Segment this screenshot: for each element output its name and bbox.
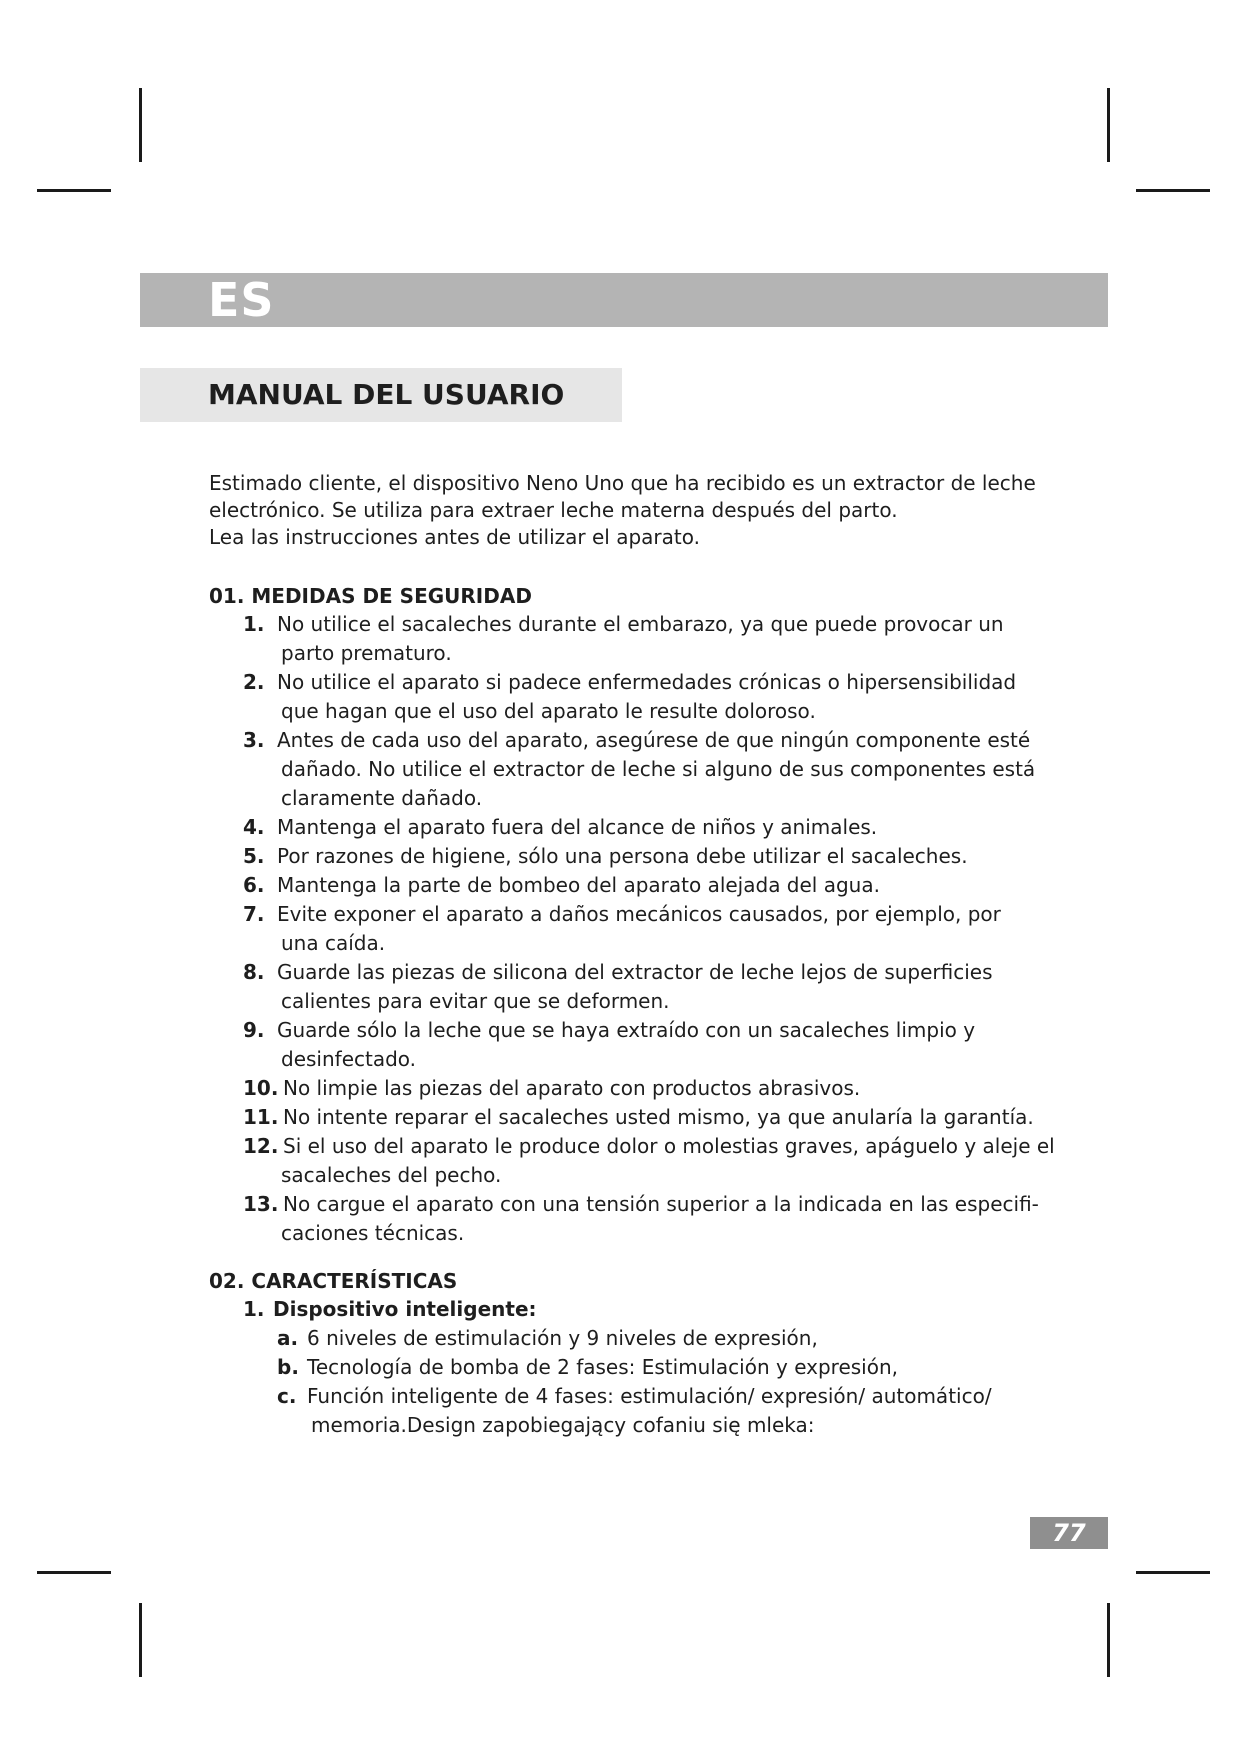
sub-item: [209, 1324, 1069, 1353]
list-item: [209, 900, 1069, 958]
crop-mark-bottom-left-v: [139, 1603, 142, 1677]
item-number: 7.: [243, 902, 265, 926]
item-text-cont: dañado. No utilice el extractor de leche si alguno de sus componentes está: [281, 757, 1036, 781]
intro-line: Estimado cliente, el dispositivo Neno Uno que ha recibido es un extractor de leche: [209, 471, 1036, 495]
item-text: No utilice el sacaleches durante el embarazo, ya que puede provocar un: [277, 612, 1004, 636]
list-item: [209, 726, 1069, 813]
crop-mark-top-left-v: [139, 88, 142, 162]
item-text-cont: sacaleches del pecho.: [281, 1163, 502, 1187]
list-item: [209, 1103, 1069, 1132]
item-number: 12.: [243, 1134, 279, 1158]
intro-paragraph: [209, 470, 1069, 551]
item-number: 5.: [243, 844, 265, 868]
item-text: No limpie las piezas del aparato con productos abrasivos.: [283, 1076, 861, 1100]
item-number: 13.: [243, 1192, 279, 1216]
item-number: 11.: [243, 1105, 279, 1129]
list-item: [209, 1190, 1069, 1248]
item-text: Guarde sólo la leche que se haya extraído con un sacaleches limpio y: [277, 1018, 976, 1042]
feature-number: 1.: [243, 1297, 265, 1321]
item-number: 9.: [243, 1018, 265, 1042]
page-number: 77: [1030, 1517, 1108, 1549]
item-number: 8.: [243, 960, 265, 984]
item-number: 6.: [243, 873, 265, 897]
intro-line: Lea las instrucciones antes de utilizar el aparato.: [209, 525, 700, 549]
item-text: Antes de cada uso del aparato, asegúrese de que ningún componente esté: [277, 728, 1031, 752]
sub-item-text-cont: memoria.Design zapobiegający cofaniu się mleka:: [311, 1413, 815, 1437]
list-item: [209, 871, 1069, 900]
item-text-cont: parto prematuro.: [281, 641, 452, 665]
sub-item: [209, 1353, 1069, 1382]
item-text: No cargue el aparato con una tensión superior a la indicada en las especifi-: [283, 1192, 1039, 1216]
item-number: 10.: [243, 1076, 279, 1100]
item-text: Guarde las piezas de silicona del extractor de leche lejos de superficies: [277, 960, 993, 984]
crop-mark-bottom-right-h: [1136, 1571, 1210, 1574]
crop-mark-bottom-left-h: [37, 1571, 111, 1574]
list-item: [209, 610, 1069, 668]
sub-item-letter: a.: [277, 1326, 299, 1350]
item-text: Mantenga la parte de bombeo del aparato alejada del agua.: [277, 873, 880, 897]
item-text: Si el uso del aparato le produce dolor o molestias graves, apáguelo y aleje el: [283, 1134, 1055, 1158]
sub-item-text: Tecnología de bomba de 2 fases: Estimulación y expresión,: [307, 1355, 899, 1379]
sub-item-text: Función inteligente de 4 fases: estimulación/ expresión/ automático/: [307, 1384, 992, 1408]
language-code: ES: [208, 273, 275, 327]
item-text: No utilice el aparato si padece enfermedades crónicas o hipersensibilidad: [277, 670, 1017, 694]
sub-item-letter: b.: [277, 1355, 299, 1379]
item-text-cont: caciones técnicas.: [281, 1221, 465, 1245]
safety-list: [209, 610, 1069, 1248]
sub-item-text: 6 niveles de estimulación y 9 niveles de expresión,: [307, 1326, 818, 1350]
list-item: [209, 1016, 1069, 1074]
document-body: [209, 470, 1069, 1440]
language-bar: [140, 273, 1108, 327]
manual-title-box: [140, 368, 622, 422]
list-item: [209, 668, 1069, 726]
list-item: [209, 1074, 1069, 1103]
list-item: [209, 842, 1069, 871]
sub-item-letter: c.: [277, 1384, 297, 1408]
intro-line: electrónico. Se utiliza para extraer leche materna después del parto.: [209, 498, 898, 522]
crop-mark-bottom-right-v: [1107, 1603, 1110, 1677]
item-text-cont: claramente dañado.: [281, 786, 483, 810]
item-text-cont: calientes para evitar que se deformen.: [281, 989, 670, 1013]
item-text-cont: una caída.: [281, 931, 386, 955]
item-number: 4.: [243, 815, 265, 839]
list-item: [209, 1132, 1069, 1190]
item-number: 2.: [243, 670, 265, 694]
crop-mark-top-left-h: [37, 189, 111, 192]
item-number: 3.: [243, 728, 265, 752]
sub-item: [209, 1382, 1069, 1440]
item-text: No intente reparar el sacaleches usted mismo, ya que anularía la garantía.: [283, 1105, 1034, 1129]
item-text: Mantenga el aparato fuera del alcance de niños y animales.: [277, 815, 878, 839]
item-text: Evite exponer el aparato a daños mecánicos causados, por ejemplo, por: [277, 902, 1001, 926]
feature-title: [209, 1295, 1069, 1324]
list-item: [209, 813, 1069, 842]
section-heading-features: 02. CARACTERÍSTICAS: [209, 1269, 458, 1293]
item-number: 1.: [243, 612, 265, 636]
page-title: MANUAL DEL USUARIO: [208, 378, 565, 411]
list-item: [209, 958, 1069, 1016]
feature-title-text: Dispositivo inteligente:: [273, 1297, 537, 1321]
section-heading-safety: 01. MEDIDAS DE SEGURIDAD: [209, 584, 532, 608]
item-text-cont: que hagan que el uso del aparato le resulte doloroso.: [281, 699, 816, 723]
item-text-cont: desinfectado.: [281, 1047, 417, 1071]
item-text: Por razones de higiene, sólo una persona debe utilizar el sacaleches.: [277, 844, 968, 868]
crop-mark-top-right-v: [1107, 88, 1110, 162]
crop-mark-top-right-h: [1136, 189, 1210, 192]
